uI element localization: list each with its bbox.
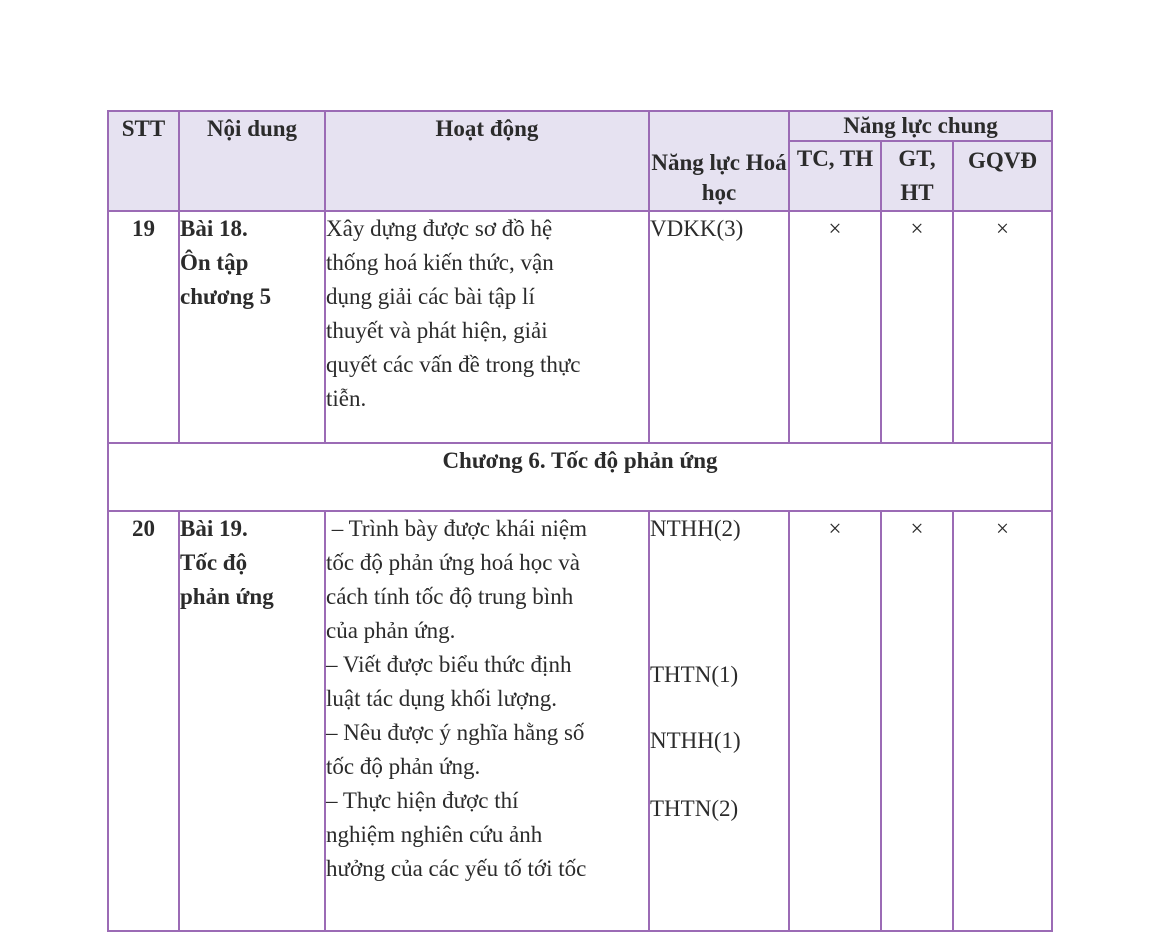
lesson-title-line: chương 5 [180, 284, 272, 309]
activity-line: tốc độ phản ứng. [326, 754, 481, 779]
row-nang-luc [649, 211, 789, 443]
activity-line: dụng giải các bài tập lí [326, 284, 535, 309]
activity-line: nghiệm nghiên cứu ảnh [326, 822, 543, 847]
mark-gqvd: × [953, 211, 1052, 443]
activity-line: luật tác dụng khối lượng. [326, 686, 557, 711]
row-stt: 19 [108, 211, 179, 443]
competency-code: VDKK(3) [650, 216, 744, 241]
competency-code: THTN(1) [650, 662, 739, 687]
header-nang-luc-hoa-hoc: Năng lực Hoá học [649, 111, 789, 211]
activity-line: của phản ứng. [326, 618, 456, 643]
lesson-plan-table [107, 110, 1053, 932]
header-gqvd: GQVĐ [953, 141, 1052, 211]
activity-line: tốc độ phản ứng hoá học và [326, 550, 580, 575]
activity-line: thuyết và phát hiện, giải [326, 318, 548, 343]
chapter-heading: Chương 6. Tốc độ phản ứng [108, 443, 1052, 511]
activity-line: thống hoá kiến thức, vận [326, 250, 554, 275]
header-hoat-dong: Hoạt động [325, 111, 649, 211]
chapter-row [108, 443, 1052, 511]
competency-code: NTHH(2) [650, 516, 741, 541]
header-nang-luc-chung: Năng lực chung [789, 111, 1052, 141]
activity-line: – Nêu được ý nghĩa hằng số [326, 720, 585, 745]
lesson-title-line: phản ứng [180, 584, 274, 609]
lesson-title-line: Bài 18. [180, 216, 248, 241]
activity-line: quyết các vấn đề trong thực [326, 352, 581, 377]
mark-gt-ht: × [881, 511, 953, 931]
row-noi-dung [179, 211, 325, 443]
header-noi-dung: Nội dung [179, 111, 325, 211]
row-nang-luc [649, 511, 789, 931]
mark-tc-th: × [789, 511, 881, 931]
lesson-title-line: Ôn tập [180, 250, 249, 275]
mark-tc-th: × [789, 211, 881, 443]
row-hoat-dong [325, 211, 649, 443]
table-row [108, 511, 1052, 931]
header-tc-th: TC, TH [789, 141, 881, 211]
activity-line: hưởng của các yếu tố tới tốc [326, 856, 587, 881]
lesson-title-line: Bài 19. [180, 516, 248, 541]
mark-gqvd: × [953, 511, 1052, 931]
header-stt: STT [108, 111, 179, 211]
activity-line: tiễn. [326, 386, 367, 411]
competency-code: THTN(2) [650, 796, 739, 821]
table-row [108, 211, 1052, 443]
row-hoat-dong [325, 511, 649, 931]
activity-line: Xây dựng được sơ đồ hệ [326, 216, 553, 241]
row-stt: 20 [108, 511, 179, 931]
mark-gt-ht: × [881, 211, 953, 443]
lesson-title-line: Tốc độ [180, 550, 248, 575]
competency-code: NTHH(1) [650, 728, 741, 753]
activity-line: – Trình bày được khái niệm [326, 516, 588, 541]
row-noi-dung [179, 511, 325, 931]
activity-line: – Thực hiện được thí [326, 788, 519, 813]
header-gt-ht: GT, HT [881, 141, 953, 211]
activity-line: cách tính tốc độ trung bình [326, 584, 574, 609]
activity-line: – Viết được biểu thức định [326, 652, 572, 677]
